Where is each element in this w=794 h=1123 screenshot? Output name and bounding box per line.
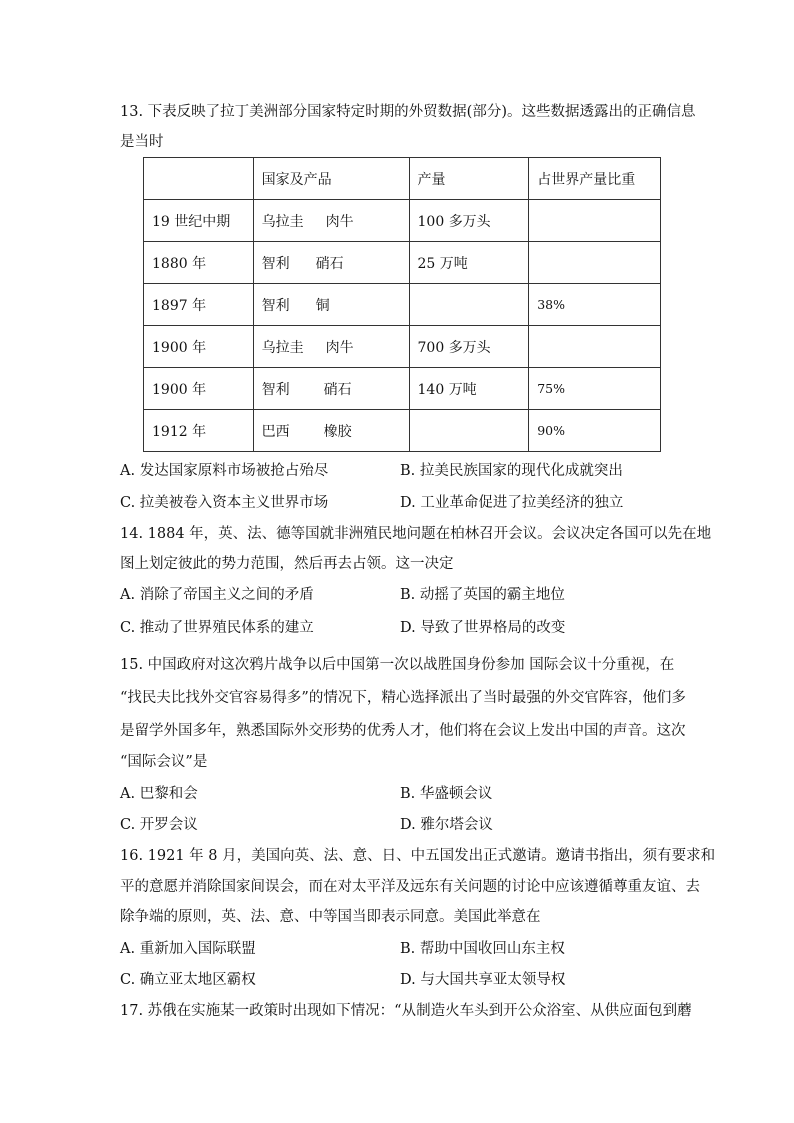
country-text: 智利 — [261, 255, 290, 272]
q13-option-b[interactable]: B. 拉美民族国家的现代化成就突出 — [400, 463, 623, 479]
table-header-cell — [144, 158, 254, 200]
q17-stem-line1: 17. 苏俄在实施某一政策时出现如下情况：“从制造火车头到开公众浴室、从供应面包到蘑 — [120, 1003, 692, 1019]
period-cell: 1912 年 — [144, 410, 254, 452]
period-cell: 1900 年 — [144, 368, 254, 410]
q14-stem-line2: 图上划定彼此的势力范围，然后再去占领。这一决定 — [120, 556, 454, 572]
q16-stem-line3: 除争端的原则，英、法、意、中等国当即表示同意。美国此举意在 — [120, 909, 541, 925]
share-cell — [529, 242, 661, 284]
share-cell: 90% — [529, 410, 661, 452]
q14-option-b[interactable]: B. 动摇了英国的霸主地位 — [400, 587, 565, 603]
period-cell: 19 世纪中期 — [144, 200, 254, 242]
q13-option-a[interactable]: A. 发达国家原料市场被抢占殆尽 — [120, 463, 329, 479]
table-row — [144, 284, 661, 326]
country-product-cell — [253, 368, 409, 410]
output-cell: 25 万吨 — [409, 242, 529, 284]
q15-stem-line2: “找民夫比找外交官容易得多”的情况下，精心选择派出了当时最强的外交官阵容，他们多 — [120, 690, 686, 706]
share-cell: 75% — [529, 368, 661, 410]
table-row — [144, 326, 661, 368]
share-cell — [529, 326, 661, 368]
table-header-cell: 国家及产品 — [253, 158, 409, 200]
table-header-cell: 产量 — [409, 158, 529, 200]
product-text: 肉牛 — [325, 339, 354, 356]
country-text: 智利 — [261, 297, 290, 314]
share-cell — [529, 200, 661, 242]
q14-option-d[interactable]: D. 导致了世界格局的改变 — [400, 620, 566, 636]
country-text: 乌拉圭 — [261, 213, 304, 230]
table-row — [144, 368, 661, 410]
country-text: 智利 — [261, 381, 290, 398]
q15-option-d[interactable]: D. 雅尔塔会议 — [400, 817, 493, 833]
country-product-cell — [253, 200, 409, 242]
product-text: 硝石 — [323, 381, 352, 398]
table-row — [144, 200, 661, 242]
country-product-cell — [253, 284, 409, 326]
table-header-row — [144, 158, 661, 200]
q15-stem-line1: 15. 中国政府对这次鸦片战争以后中国第一次以战胜国身份参加 国际会议十分重视，在 — [120, 657, 675, 673]
country-product-cell — [253, 410, 409, 452]
country-product-cell — [253, 326, 409, 368]
product-text: 硝石 — [315, 255, 344, 272]
q14-option-a[interactable]: A. 消除了帝国主义之间的矛盾 — [120, 587, 314, 603]
q16-option-d[interactable]: D. 与大国共享亚太领导权 — [400, 972, 566, 988]
share-cell: 38% — [529, 284, 661, 326]
q15-stem-line3: 是留学外国多年，熟悉国际外交形势的优秀人才，他们将在会议上发出中国的声音。这次 — [120, 723, 686, 739]
country-text: 巴西 — [261, 423, 290, 440]
product-text: 肉牛 — [325, 213, 354, 230]
q16-stem-line1: 16. 1921 年 8 月，美国向英、法、意、日、中五国发出正式邀请。邀请书指出，须有要求和 — [120, 848, 716, 864]
q13-option-c[interactable]: C. 拉美被卷入资本主义世界市场 — [120, 495, 329, 511]
period-cell: 1900 年 — [144, 326, 254, 368]
q13-stem-line2: 是当时 — [120, 134, 164, 150]
q13-option-d[interactable]: D. 工业革命促进了拉美经济的独立 — [400, 495, 624, 511]
q15-option-b[interactable]: B. 华盛顿会议 — [400, 786, 493, 802]
q15-option-c[interactable]: C. 开罗会议 — [120, 817, 198, 833]
period-cell: 1880 年 — [144, 242, 254, 284]
output-cell: 100 多万头 — [409, 200, 529, 242]
country-product-cell — [253, 242, 409, 284]
q13-data-table — [143, 157, 661, 452]
product-text: 铜 — [315, 297, 330, 314]
product-text: 橡胶 — [323, 423, 352, 440]
output-cell — [409, 410, 529, 452]
output-cell — [409, 284, 529, 326]
q16-option-b[interactable]: B. 帮助中国收回山东主权 — [400, 941, 565, 957]
q16-option-a[interactable]: A. 重新加入国际联盟 — [120, 941, 256, 957]
country-text: 乌拉圭 — [261, 339, 304, 356]
q15-stem-line4: “国际会议”是 — [120, 754, 208, 770]
q14-option-c[interactable]: C. 推动了世界殖民体系的建立 — [120, 620, 314, 636]
q16-stem-line2: 平的意愿并消除国家间误会，而在对太平洋及远东有关问题的讨论中应该遵循尊重友谊、去 — [120, 879, 700, 895]
q14-stem-line1: 14. 1884 年，英、法、德等国就非洲殖民地问题在柏林召开会议。会议决定各国可以先在地 — [120, 526, 712, 542]
period-cell: 1897 年 — [144, 284, 254, 326]
table-row — [144, 242, 661, 284]
q15-option-a[interactable]: A. 巴黎和会 — [120, 786, 198, 802]
q13-stem-line1: 13. 下表反映了拉丁美洲部分国家特定时期的外贸数据(部分)。这些数据透露出的正确信息 — [120, 104, 696, 120]
q16-option-c[interactable]: C. 确立亚太地区霸权 — [120, 972, 256, 988]
table-header-cell: 占世界产量比重 — [529, 158, 661, 200]
table-row — [144, 410, 661, 452]
output-cell: 700 多万头 — [409, 326, 529, 368]
output-cell: 140 万吨 — [409, 368, 529, 410]
